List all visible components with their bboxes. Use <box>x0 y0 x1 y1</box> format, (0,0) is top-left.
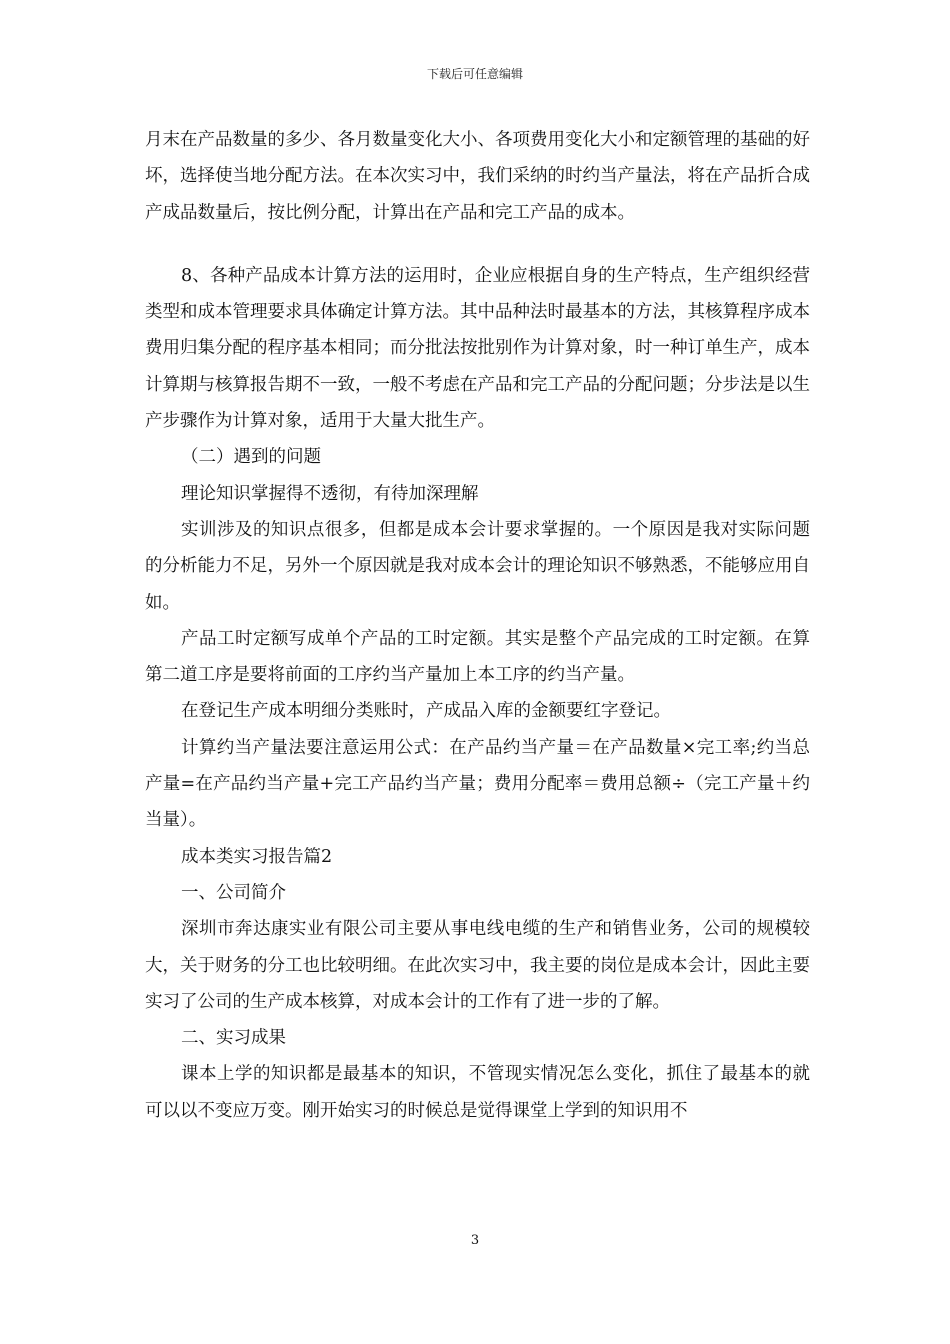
paragraph-results: 课本上学的知识都是最基本的知识，不管现实情况怎么变化，抓住了最基本的就可以以不变应万变。刚开始实习的时候总是觉得课堂上学到的知识用不 <box>145 1064 810 1121</box>
page-number: 3 <box>470 1233 480 1248</box>
paragraph-red-entry: 在登记生产成本明细分类账时，产成品入库的金额要红字登记。 <box>181 701 671 722</box>
paragraph-subheading-theory: 理论知识掌握得不透彻，有待加深理解 <box>181 483 479 504</box>
page-header: 下载后可任意编辑 <box>426 67 523 81</box>
section-heading-problems: （二）遇到的问题 <box>181 447 321 468</box>
paragraph-company-intro: 深圳市奔达康实业有限公司主要从事电线电缆的生产和销售业务，公司的规模较大，关于财务的分工也比较明细。在此次实习中，我主要的岗位是成本会计，因此主要实习了公司的生产成本核算，对成本会计的工作有了进一步的了解。 <box>145 919 810 1012</box>
section-heading-results: 二、实习成果 <box>181 1028 286 1049</box>
report-title-part2: 成本类实习报告篇2 <box>181 846 333 867</box>
document-body <box>145 122 810 1129</box>
paragraph-cost-methods: 8、各种产品成本计算方法的运用时，企业应根据自身的生产特点，生产组织经营类型和成本管理要求具体确定计算方法。其中品种法时最基本的方法，其核算程序成本费用归集分配的程序基本相同；而分批法按批别作为计算对象，时一种订单生产，成本计算期与核算报告期不一致，一般不考虑在产品和完工产品的分配问题；分步法是以生产步骤作为计算对象，适用于大量大批生产。 <box>145 265 810 432</box>
paragraph-gap <box>145 231 810 258</box>
paragraph-continuation: 月末在产品数量的多少、各月数量变化大小、各项费用变化大小和定额管理的基础的好坏，选择使当地分配方法。在本次实习中，我们采纳的时约当产量法，将在产品折合成产成品数量后，按比例分配，计算出在产品和完工产品的成本。 <box>145 130 810 223</box>
paragraph-work-hours: 产品工时定额写成单个产品的工时定额。其实是整个产品完成的工时定额。在算第二道工序是要将前面的工序约当产量加上本工序的约当产量。 <box>145 628 810 686</box>
paragraph-training-knowledge: 实训涉及的知识点很多，但都是成本会计要求掌握的。一个原因是我对实际问题的分析能力不足，另外一个原因就是我对成本会计的理论知识不够熟悉，不能够应用自如。 <box>145 519 810 613</box>
paragraph-formula: 计算约当产量法要注意运用公式：在产品约当产量＝在产品数量×完工率;约当总产量=在产品约当产量+完工产品约当产量；费用分配率＝费用总额÷（完工产量＋约当量）。 <box>145 737 810 831</box>
section-heading-company: 一、公司简介 <box>181 882 286 903</box>
